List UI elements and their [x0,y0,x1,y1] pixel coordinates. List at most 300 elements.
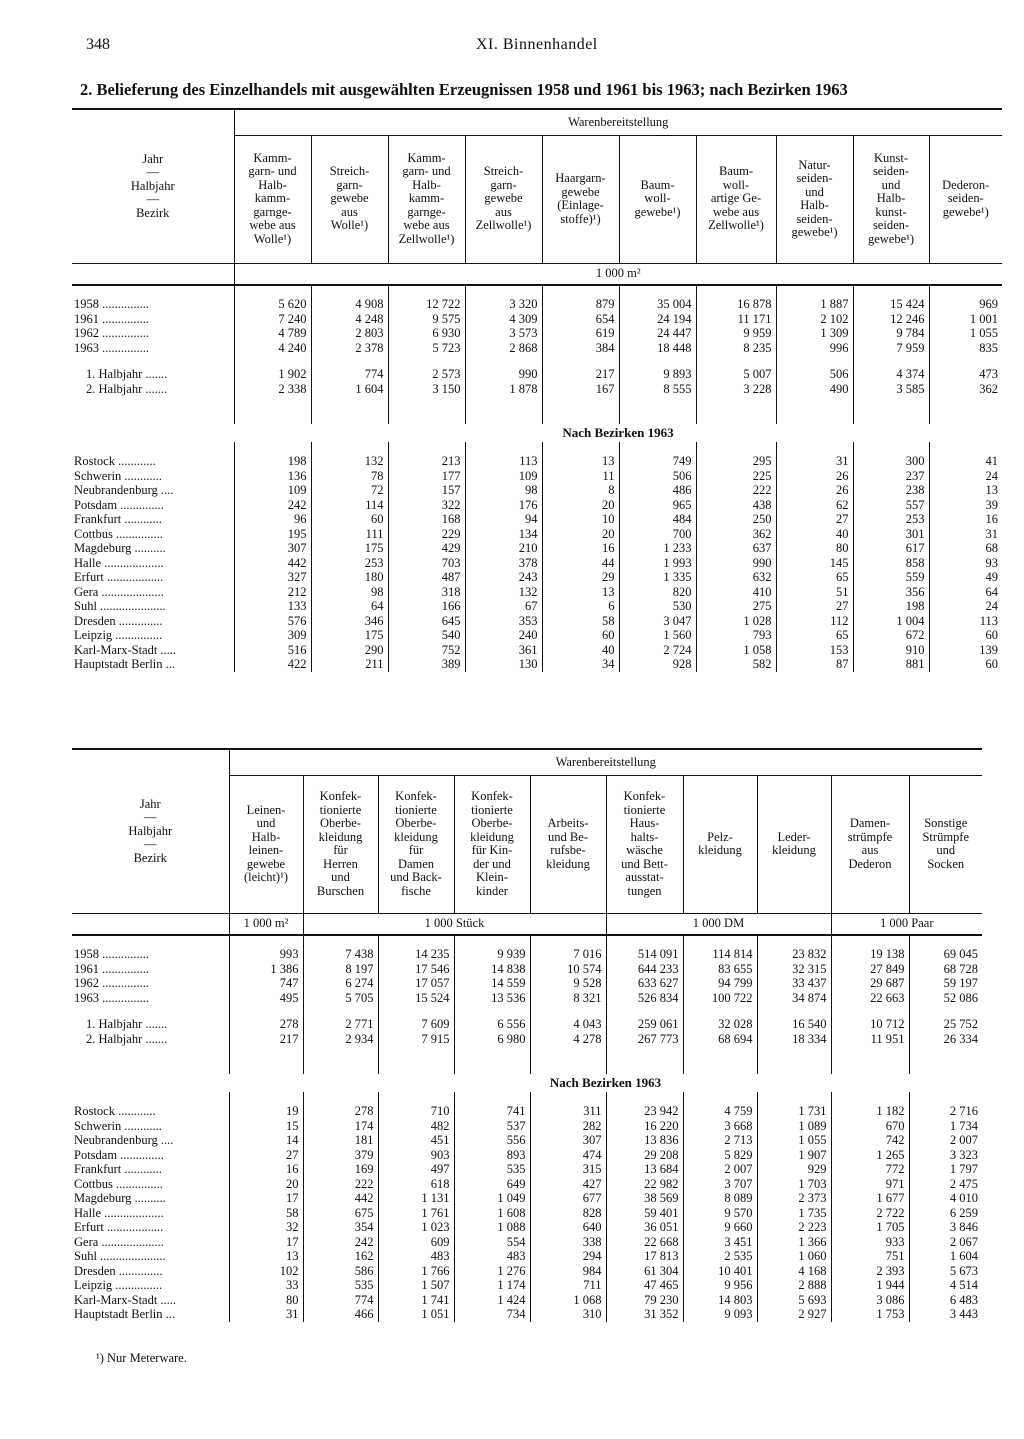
data-cell: 275 [696,599,776,614]
data-cell: 793 [696,628,776,643]
data-cell: 44 [542,556,619,571]
data-cell: 486 [619,483,696,498]
data-cell: 8 [542,483,619,498]
table-clothing [72,748,982,1322]
data-cell: 1 608 [454,1206,530,1221]
spacer-cell [606,1046,683,1074]
data-cell: 253 [853,512,929,527]
district-heading: Nach Bezirken 1963 [549,1074,662,1090]
data-cell: 5 705 [303,991,378,1006]
data-cell: 153 [776,643,853,658]
data-cell: 1 703 [757,1177,831,1192]
spacer-cell [776,355,853,367]
column-header: Kamm- garn- und Halb- kamm- garnge- webe aus Wolle¹) [234,135,311,263]
data-cell: 34 874 [757,991,831,1006]
data-cell: 1 560 [619,628,696,643]
data-cell: 16 878 [696,297,776,312]
data-cell: 422 [234,657,311,672]
data-cell: 93 [929,556,1002,571]
data-cell: 644 233 [606,962,683,977]
spacer-cell [776,442,853,454]
data-cell: 4 010 [909,1191,982,1206]
data-cell: 26 334 [909,1032,982,1047]
data-cell: 530 [619,599,696,614]
data-cell: 637 [696,541,776,556]
data-cell: 6 930 [388,326,465,341]
row-label: Frankfurt ............ [74,512,162,526]
spacer-cell [909,935,982,947]
table-textiles-fabrics [72,108,1002,672]
data-cell: 2 393 [831,1264,909,1279]
data-cell: 1 735 [757,1206,831,1221]
spacer-cell [229,1046,303,1074]
unit-label-m2: 1 000 m² [229,913,303,935]
data-cell: 24 [929,599,1002,614]
data-cell: 8 089 [683,1191,757,1206]
data-cell: 14 803 [683,1293,757,1308]
spacer-cell [909,1046,982,1074]
data-cell: 109 [234,483,311,498]
district-row [72,628,1002,643]
data-cell: 132 [311,454,388,469]
data-cell: 353 [465,614,542,629]
spacer-cell [388,285,465,297]
spacer-cell [465,285,542,297]
district-row [72,1177,982,1192]
data-cell: 10 712 [831,1017,909,1032]
data-cell: 649 [454,1177,530,1192]
spacer-cell [683,935,757,947]
column-header: Kunst- seiden- und Halb- kunst- seiden- gewebe¹) [853,135,929,263]
data-cell: 535 [303,1278,378,1293]
data-cell: 2 373 [757,1191,831,1206]
data-cell: 2 102 [776,312,853,327]
spacer-cell [757,935,831,947]
data-cell: 3 443 [909,1307,982,1322]
data-cell: 1 055 [757,1133,831,1148]
district-heading-row [72,424,1002,442]
data-cell: 167 [542,382,619,397]
spacer-cell [311,285,388,297]
district-row [72,585,1002,600]
data-cell: 31 [929,527,1002,542]
spacer-cell [929,355,1002,367]
data-cell: 490 [776,382,853,397]
spacer-cell [831,935,909,947]
spacer-row [72,1092,982,1104]
data-cell: 672 [853,628,929,643]
district-row [72,1249,982,1264]
data-cell: 617 [853,541,929,556]
data-cell: 879 [542,297,619,312]
data-cell: 307 [530,1133,606,1148]
row-label: Neubrandenburg .... [74,1133,174,1147]
data-cell: 13 [929,483,1002,498]
data-cell: 1 753 [831,1307,909,1322]
row-label: Erfurt .................. [74,1220,164,1234]
data-cell: 609 [378,1235,454,1250]
column-header: Konfek- tionierte Oberbe- kleidung für Herren und Burschen [303,775,378,913]
spacer-cell [853,285,929,297]
data-cell: 31 [776,454,853,469]
data-cell: 145 [776,556,853,571]
data-cell: 427 [530,1177,606,1192]
data-cell: 2 868 [465,341,542,356]
year-row [72,312,1002,327]
spacer-cell [530,1005,606,1017]
spacer-cell [72,1046,229,1074]
data-cell: 294 [530,1249,606,1264]
district-row [72,599,1002,614]
data-cell: 60 [929,657,1002,672]
data-cell: 557 [853,498,929,513]
row-label: Karl-Marx-Stadt ..... [74,1292,177,1307]
spacer-cell [606,935,683,947]
data-cell: 540 [388,628,465,643]
data-cell: 78 [311,469,388,484]
data-cell: 3 846 [909,1220,982,1235]
data-cell: 3 585 [853,382,929,397]
data-cell: 928 [619,657,696,672]
data-cell: 35 004 [619,297,696,312]
data-cell: 2 535 [683,1249,757,1264]
data-cell: 169 [303,1162,378,1177]
data-cell: 229 [388,527,465,542]
data-cell: 16 540 [757,1017,831,1032]
data-cell: 11 [542,469,619,484]
data-cell: 16 [229,1162,303,1177]
data-cell: 69 045 [909,947,982,962]
spacer-cell [454,935,530,947]
data-cell: 27 [776,599,853,614]
data-cell: 68 728 [909,962,982,977]
data-cell: 379 [303,1148,378,1163]
column-header: Konfek- tionierte Oberbe- kleidung für Damen und Back- fische [378,775,454,913]
spacer-cell [929,396,1002,424]
data-cell: 354 [303,1220,378,1235]
data-cell: 3 320 [465,297,542,312]
data-cell: 8 321 [530,991,606,1006]
data-cell: 139 [929,643,1002,658]
data-cell: 2 067 [909,1235,982,1250]
data-cell: 26 [776,483,853,498]
data-cell: 94 799 [683,976,757,991]
data-cell: 990 [696,556,776,571]
row-label: 1963 ............... [74,990,149,1005]
data-cell: 9 956 [683,1278,757,1293]
data-cell: 240 [465,628,542,643]
data-cell: 554 [454,1235,530,1250]
table1 [72,108,1002,672]
data-cell: 537 [454,1119,530,1134]
data-cell: 20 [229,1177,303,1192]
data-cell: 242 [303,1235,378,1250]
data-cell: 835 [929,341,1002,356]
data-cell: 27 [229,1148,303,1163]
district-row [72,512,1002,527]
data-cell: 556 [454,1133,530,1148]
data-cell: 1 734 [909,1119,982,1134]
data-cell: 64 [311,599,388,614]
row-label: Erfurt .................. [74,570,164,584]
spacer-cell [234,355,311,367]
data-cell: 22 663 [831,991,909,1006]
data-cell: 4 908 [311,297,388,312]
data-cell: 858 [853,556,929,571]
data-cell: 34 [542,657,619,672]
spacer-cell [776,396,853,424]
data-cell: 1 001 [929,312,1002,327]
unit-label-dm: 1 000 DM [606,913,831,935]
data-cell: 618 [378,1177,454,1192]
spacer-cell [542,442,619,454]
row-label: Potsdam .............. [74,497,164,512]
row-label: Cottbus ............... [74,526,163,541]
data-cell: 25 752 [909,1017,982,1032]
spacer-cell [234,396,311,424]
data-cell: 13 684 [606,1162,683,1177]
data-cell: 1 741 [378,1293,454,1308]
data-cell: 14 [229,1133,303,1148]
row-label: Leipzig ............... [74,1278,163,1292]
data-cell: 322 [388,498,465,513]
spacer-cell [683,1046,757,1074]
spacer-row [72,285,1002,297]
data-cell: 67 [465,599,542,614]
year-row [72,947,982,962]
spacer-cell [378,1046,454,1074]
data-cell: 157 [388,483,465,498]
data-cell: 10 401 [683,1264,757,1279]
spacer-cell [696,442,776,454]
district-row [72,1235,982,1250]
data-cell: 32 315 [757,962,831,977]
data-cell: 72 [311,483,388,498]
data-cell: 2 934 [303,1032,378,1047]
data-cell: 109 [465,469,542,484]
spacer-cell [72,285,234,297]
data-cell: 677 [530,1191,606,1206]
footnote: ¹) Nur Meterware. [96,1351,187,1365]
data-cell: 32 028 [683,1017,757,1032]
data-cell: 250 [696,512,776,527]
data-cell: 7 609 [378,1017,454,1032]
data-cell: 5 620 [234,297,311,312]
data-cell: 33 [229,1278,303,1293]
data-cell: 4 240 [234,341,311,356]
data-cell: 27 [776,512,853,527]
data-cell: 5 007 [696,367,776,382]
data-cell: 31 [229,1307,303,1322]
row-label: 1. Halbjahr ....... [86,1017,168,1031]
data-cell: 181 [303,1133,378,1148]
data-cell: 111 [311,527,388,542]
data-cell: 295 [696,454,776,469]
data-cell: 1 366 [757,1235,831,1250]
data-cell: 4 248 [311,312,388,327]
data-cell: 751 [831,1249,909,1264]
row-label: Suhl ..................... [74,1249,166,1263]
spacer-row [72,396,1002,424]
spacer-cell [454,1005,530,1017]
data-cell: 8 197 [303,962,378,977]
district-row [72,570,1002,585]
data-cell: 132 [465,585,542,600]
unit-label: 1 000 m² [234,263,1002,285]
data-cell: 2 716 [909,1104,982,1119]
data-cell: 710 [378,1104,454,1119]
spacer-cell [696,396,776,424]
half-year-row [72,1032,982,1047]
data-cell: 253 [311,556,388,571]
data-cell: 24 447 [619,326,696,341]
data-cell: 222 [303,1177,378,1192]
data-cell: 4 168 [757,1264,831,1279]
spacer-row [72,355,1002,367]
data-cell: 6 259 [909,1206,982,1221]
data-cell: 654 [542,312,619,327]
data-cell: 315 [530,1162,606,1177]
data-cell: 1 233 [619,541,696,556]
row-label: 1961 ............... [74,311,149,326]
column-header: Arbeits- und Be- rufsbe- kleidung [530,775,606,913]
row-header: Jahr — Halbjahr — Bezirk [72,109,234,263]
district-row [72,1220,982,1235]
data-cell: 4 278 [530,1032,606,1047]
spacer-row [72,1005,982,1017]
data-cell: 6 [542,599,619,614]
data-cell: 516 [234,643,311,658]
spacer-cell [311,442,388,454]
row-label: Halle ................... [74,555,164,570]
data-cell: 4 309 [465,312,542,327]
data-cell: 670 [831,1119,909,1134]
data-cell: 13 [542,585,619,600]
row-label: Gera .................... [74,584,164,599]
district-row [72,1104,982,1119]
data-cell: 9 939 [454,947,530,962]
district-row [72,1264,982,1279]
spacer-cell [831,1092,909,1104]
spacer-cell [757,1046,831,1074]
spacer-cell [831,1046,909,1074]
district-row [72,1133,982,1148]
data-cell: 482 [378,1119,454,1134]
data-cell: 16 220 [606,1119,683,1134]
data-cell: 881 [853,657,929,672]
data-cell: 4 789 [234,326,311,341]
data-cell: 4 374 [853,367,929,382]
data-cell: 98 [465,483,542,498]
column-header: Baum- woll- artige Ge- webe aus Zellwolle¹) [696,135,776,263]
data-cell: 6 274 [303,976,378,991]
data-cell: 6 483 [909,1293,982,1308]
spacer-cell [909,1092,982,1104]
column-header: Pelz- kleidung [683,775,757,913]
data-cell: 506 [619,469,696,484]
half-year-row [72,367,1002,382]
data-cell: 741 [454,1104,530,1119]
district-row [72,643,1002,658]
column-header: Damen- strümpfe aus Dederon [831,775,909,913]
spacer-cell [683,1005,757,1017]
data-cell: 94 [465,512,542,527]
data-cell: 133 [234,599,311,614]
data-cell: 166 [388,599,465,614]
row-header: Jahr — Halbjahr — Bezirk [72,749,229,913]
data-cell: 195 [234,527,311,542]
data-cell: 1 993 [619,556,696,571]
data-cell: 80 [229,1293,303,1308]
data-cell: 19 138 [831,947,909,962]
data-cell: 32 [229,1220,303,1235]
data-cell: 176 [465,498,542,513]
data-cell: 198 [853,599,929,614]
data-cell: 361 [465,643,542,658]
data-cell: 3 228 [696,382,776,397]
district-row [72,1293,982,1308]
data-cell: 1 878 [465,382,542,397]
data-cell: 175 [311,541,388,556]
data-cell: 965 [619,498,696,513]
data-cell: 473 [929,367,1002,382]
spacer-cell [311,355,388,367]
data-cell: 996 [776,341,853,356]
data-cell: 58 [542,614,619,629]
data-cell: 13 [542,454,619,469]
data-cell: 1 049 [454,1191,530,1206]
row-label: Leipzig ............... [74,628,163,642]
data-cell: 5 723 [388,341,465,356]
data-cell: 1 023 [378,1220,454,1235]
district-row [72,498,1002,513]
data-cell: 59 401 [606,1206,683,1221]
column-header: Streich- garn- gewebe aus Zellwolle¹) [465,135,542,263]
spacer-cell [234,285,311,297]
district-heading-row [72,1074,982,1092]
spacer-cell [303,1046,378,1074]
spacer-cell [465,355,542,367]
spacer-cell [696,355,776,367]
data-cell: 6 980 [454,1032,530,1047]
spacer-cell [619,442,696,454]
data-cell: 9 784 [853,326,929,341]
spacer-cell [542,396,619,424]
data-cell: 17 [229,1235,303,1250]
spacer-cell [72,355,234,367]
data-cell: 96 [234,512,311,527]
spacer-cell [619,396,696,424]
column-header: Leinen- und Halb- leinen- gewebe (leicht)¹) [229,775,303,913]
data-cell: 2 378 [311,341,388,356]
data-cell: 3 668 [683,1119,757,1134]
data-cell: 828 [530,1206,606,1221]
data-cell: 180 [311,570,388,585]
data-cell: 13 536 [454,991,530,1006]
spacer-cell [378,935,454,947]
district-row [72,1191,982,1206]
data-cell: 2 713 [683,1133,757,1148]
data-cell: 52 086 [909,991,982,1006]
data-cell: 1 028 [696,614,776,629]
data-cell: 4 759 [683,1104,757,1119]
spacer-cell [696,285,776,297]
data-cell: 136 [234,469,311,484]
spacer-cell [929,285,1002,297]
data-cell: 64 [929,585,1002,600]
spacer-cell [229,1092,303,1104]
data-cell: 27 849 [831,962,909,977]
